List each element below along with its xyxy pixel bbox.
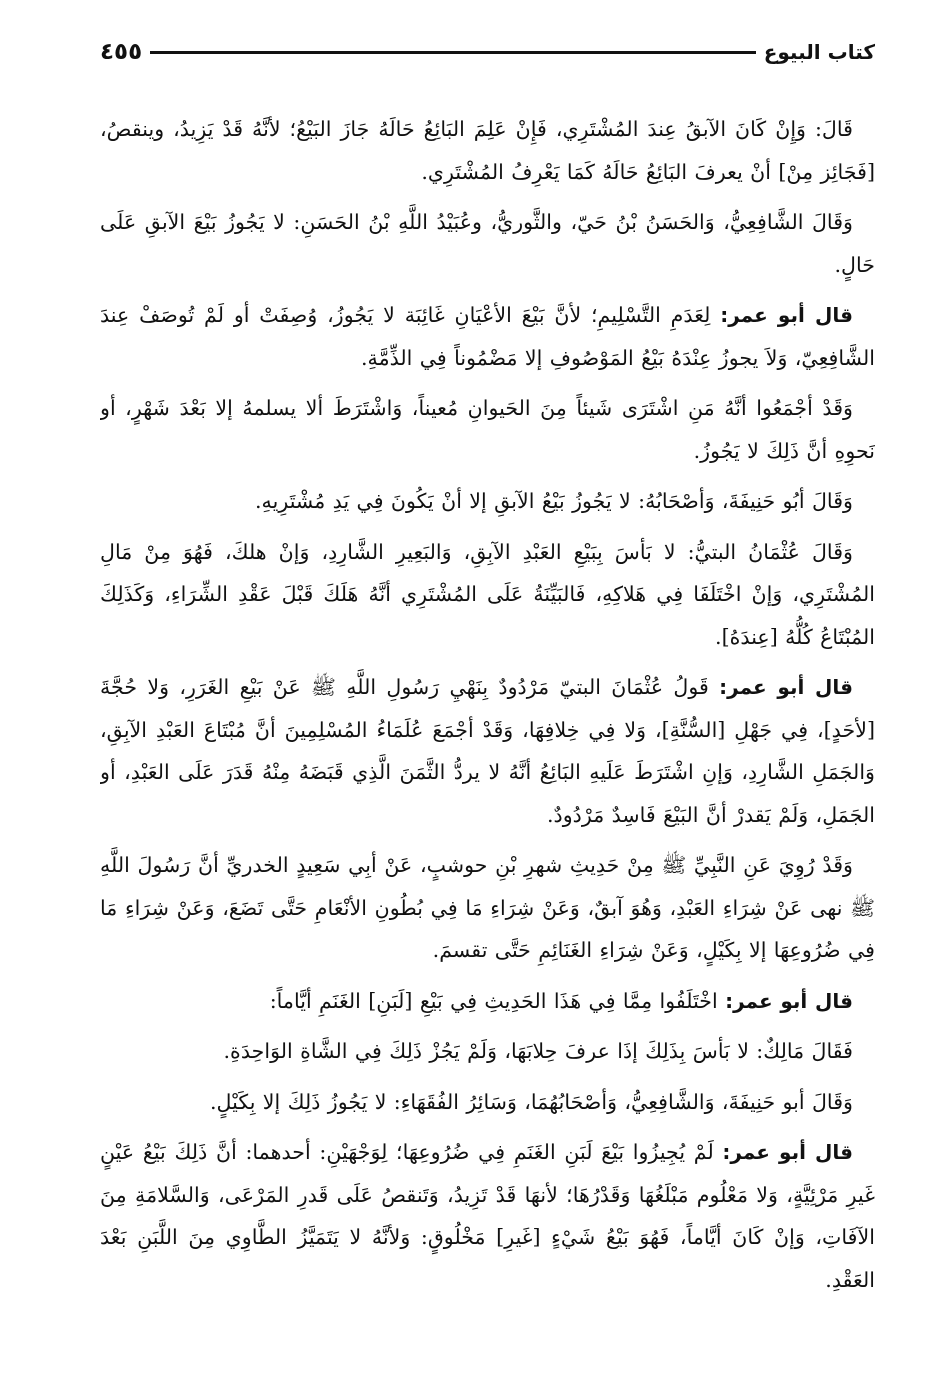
paragraph xyxy=(100,531,875,659)
page-text xyxy=(100,108,875,1301)
paragraph xyxy=(100,201,875,286)
paragraph xyxy=(100,108,875,193)
paragraph xyxy=(100,666,875,836)
paragraph-text: لَمْ يُجِيزُوا بَيْعَ لَبَنِ الغَنَمِ فِي ضُرُوعِهَا؛ لِوَجْهَيْنِ: أحدهما: أنَّ ذَلِكَ بَيْعُ عَيْنٍ غَيرِ مَرْئِيَّةٍ، وَلا مَعْلُوم مَبْلَغُهَا وَقَدْرُهَا؛ لأنهَا قَدْ تَزِيدُ، وَتَنقصُ عَلَى قَدرِ المَرْعَى، وَالسَّلامَةِ مِنَ الآفَاتِ، وَإنْ كَانَ أيَّاماً، فَهُوَ بَيْعُ شَيْءٍ [غَيرِ] مَخْلُوقٍ: وَلأنَّهُ لا يَتَمَيَّزُ الطَّاوِي مِنَ اللَّبَنِ بَعْدَ العَقْدِ. xyxy=(100,1140,875,1292)
header-rule xyxy=(150,51,770,54)
paragraph-text: وَقَالَ عُثْمَانُ البتيُّ: لا بَأسَ بِبَيْعِ العَبْدِ الآبِقِ، وَالبَعِيرِ الشَّارِدِ، وَإنْ هلكَ، فَهُوَ مِنْ مَالِ المُشْتَرِي، وَإنْ اخْتَلَفَا فِي هَلاكِهِ، فَالبَيِّنَةُ عَلَى المُشْتَرِي أنَّهُ هَلَكَ قَبْلَ عَقْدِ الشِّرَاءِ، وَكَذَلِكَ المُبْتَاعُ كُلُّهُ [عِندَهُ]. xyxy=(100,539,875,649)
paragraph xyxy=(100,844,875,972)
paragraph xyxy=(100,294,875,379)
running-header xyxy=(100,30,875,74)
speaker-label: قال أبو عمر: xyxy=(722,1140,853,1164)
paragraph-text: قَالَ: وَإِنْ كَانَ الآبقُ عِندَ المُشْتَرِي، فَإِنْ عَلِمَ البَائِعُ حَالَهُ جَازَ البَيْعُ؛ لأنَّهُ قَدْ يَزِيدُ، وينقصُ، [فَجَائِز مِنْ] أنْ يعرفَ البَائِعُ حَالَهُ كَمَا يَعْرِفُ المُشْتَرِي. xyxy=(100,117,875,184)
paragraph-text: فَقَالَ مَالِكٌ: لا بَأسَ بِذَلِكَ إذَا عرفَ حِلابَهَا، وَلَمْ يَجُزْ ذَلِكَ فِي الشَّاةِ الوَاحِدَةِ. xyxy=(223,1039,853,1063)
speaker-label: قال أبو عمر: xyxy=(725,988,853,1013)
paragraph-text: لِعَدَمِ التَّسْلِيمِ؛ لأنَّ بَيْعَ الأعْيَانِ غَائِبَة لا يَجُوزُ، وُصِفَتْ أو لَمْ تُوصَفْ عِندَ الشَّافِعِيّ، وَلاَ يجوزُ عِنْدَهُ بَيْعُ المَوْصُوفِ إلا مَضْمُوناً فِي الذِّمَّةِ. xyxy=(100,303,875,370)
paragraph xyxy=(100,387,875,472)
paragraph-text: وَقَالَ الشَّافِعِيُّ، وَالحَسَنُ بْنُ حَيّ، والثَّوريُّ، وعُبَيْدُ اللَّهِ بْنُ الحَسَنِ: لا يَجُوزُ بَيْعَ الآبقِ عَلَى حَالٍ. xyxy=(100,210,875,277)
paragraph xyxy=(100,980,875,1023)
paragraph-text: وَقَدْ رُوِيَ عَنِ النَّبِيِّ ﷺ مِنْ حَدِيثِ شهرِ بْنِ حوشبٍ، عَنْ أبِي سَعِيدٍ الخدريِّ أنَّ رَسُولَ اللَّهِ ﷺ نهى عَنْ شِرَاءِ العَبْدِ، وَهُوَ آبقٌ، وَعَنْ شِرَاءِ مَا فِي بُطُونِ الأنْعَامِ حَتَّى تَضَعَ، وَعَنْ شِرَاءِ مَا فِي ضُرُوعِهَا إلا بِكَيْلٍ، وَعَنْ شِرَاءِ الغَنَائِمِ حَتَّى تقسمَ. xyxy=(100,853,875,962)
speaker-label: قال أبو عمر: xyxy=(719,675,853,699)
paragraph xyxy=(100,1131,875,1301)
paragraph xyxy=(100,480,875,523)
paragraph-text: وَقَالَ أبُو حَنِيفَةَ، وَأصْحَابُهُ: لا يَجُوزُ بَيْعُ الآبقِ إلا أنْ يَكُونَ فِي يَدِ مُشْتَرِيهِ. xyxy=(255,489,853,513)
speaker-label: قال أبو عمر: xyxy=(720,303,853,327)
book-section-title: كتاب البيوع xyxy=(756,40,875,64)
paragraph xyxy=(100,1081,875,1124)
page-number: ٤٥٥ xyxy=(100,39,150,65)
book-page xyxy=(100,30,875,1375)
paragraph xyxy=(100,1030,875,1073)
paragraph-text: اخْتَلَفُوا مِمَّا فِي هَذَا الحَدِيثِ فِي بَيْعِ [لَبَنِ] الغَنَمِ أيَّاماً: xyxy=(269,988,726,1013)
paragraph-text: قَولُ عُثْمَانَ البتيّ مَرْدُودٌ بِنَهْيِ رَسُولِ اللَّهِ ﷺ عَنْ بَيْعِ الغَرَرِ، وَلا حُجَّةَ [لأحَدٍ]، فِي جَهْلِ [السُّنَّةِ]، وَلا فِي خِلافِهَا، وَقَدْ أجْمَعَ عُلَمَاءُ المُسْلِمِينَ أنَّ مُبْتَاعَ العَبْدِ الآبِقِ، وَالجَمَلِ الشَّارِدِ، وَإنِ اشْتَرَطَ عَلَيهِ البَائِعُ أنَّهُ لا يردُّ الثَّمَنَ الَّذِي قَبَضَهُ مِنْهُ قَدَرَ عَلَى العَبْدِ، أو الجَمَلِ، وَلَمْ يَقدرْ أنَّ البَيْعَ فَاسِدٌ مَرْدُودٌ. xyxy=(100,675,875,827)
paragraph-text: وَقَالَ أبو حَنِيفَةَ، وَالشَّافِعِيُّ، وَأصْحَابُهُمَا، وَسَائِرُ الفُقَهَاءِ: لا يَجُوزُ ذَلِكَ إلا بِكَيْلٍ. xyxy=(209,1089,853,1114)
paragraph-text: وَقَدْ أجْمَعُوا أنَّهُ مَنِ اشْتَرَى شَيئاً مِنَ الحَيوانِ مُعيناً، وَاشْتَرَطَ ألا يسلمهُ إلا بَعْدَ شَهْرٍ، أو نَحوِهِ أنَّ ذَلِكَ لا يَجُوزُ. xyxy=(100,396,875,463)
